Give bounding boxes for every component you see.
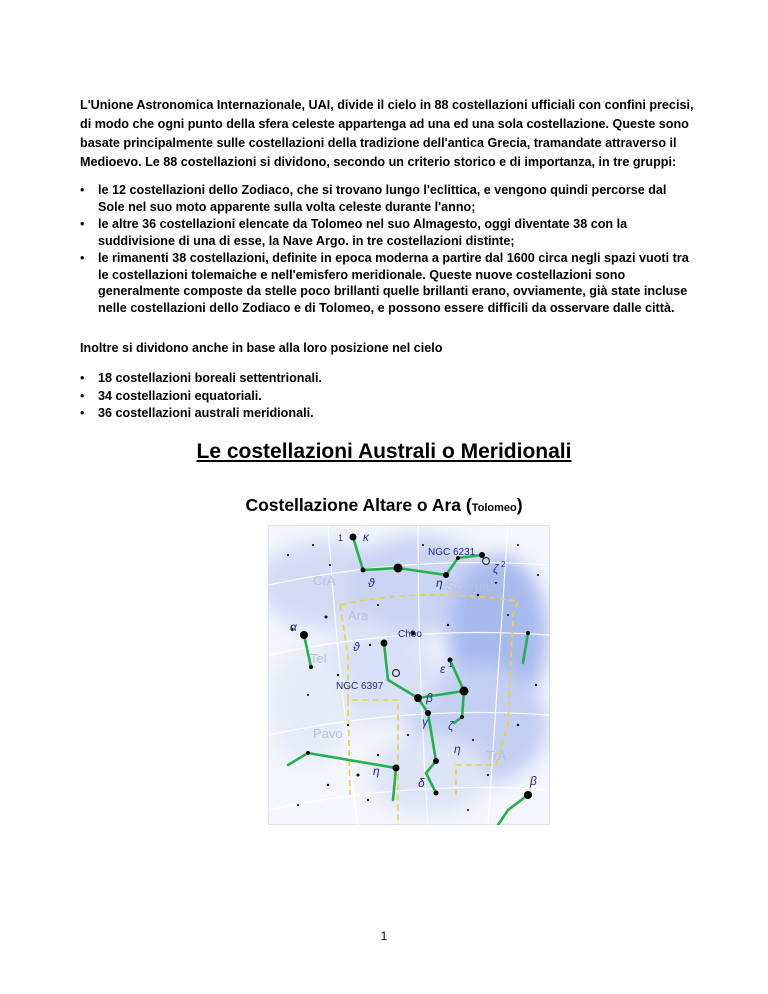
label-eps1: 1	[448, 660, 453, 669]
label-zeta: ζ	[448, 719, 454, 733]
label-kappa: κ	[363, 530, 369, 544]
list-item: • 36 costellazioni australi meridionali.	[80, 405, 695, 422]
label-two: 2	[501, 560, 506, 569]
label-beta-tra: β	[530, 774, 537, 788]
label-delta: δ	[418, 776, 425, 790]
label-alpha: α	[290, 620, 297, 634]
section-heading: Le costellazioni Australi o Meridionali	[196, 440, 572, 463]
label-eta-ara: η	[454, 742, 461, 756]
label-ngc6397: NGC 6397	[336, 681, 384, 692]
position-paragraph: Inoltre si dividono anche in base alla loro posizione nel cielo	[80, 341, 443, 355]
groups-list	[80, 182, 695, 317]
positions-list	[80, 370, 695, 423]
constellation-heading	[0, 495, 768, 516]
label-ngc6231: NGC 6231	[428, 547, 476, 558]
constellation-heading-source: Tolomeo	[471, 502, 517, 514]
label-choo: Choo	[398, 629, 422, 640]
intro-paragraph: L'Unione Astronomica Internazionale, UAI, divide il cielo in 88 costellazioni ufficiali con confini precisi, di modo che ogni punto della sfera celeste appartenga ad una ed una sola costellazione. Queste sono basate principalmente sulle costellazioni della tradizione dell'antica Grecia, tramandate attraverso il Medioevo. Le 88 costellazioni si dividono, secondo un criterio storico e di importanza, in tre gruppi:	[80, 98, 694, 169]
label-tel: Tel	[310, 651, 327, 666]
label-tra: TrA	[486, 748, 507, 763]
page-number: 1	[380, 929, 388, 943]
label-scorpius: Scorpius	[446, 578, 501, 594]
label-theta-sco: ϑ	[368, 576, 375, 590]
label-one: 1	[338, 533, 344, 543]
label-ara: Ara	[348, 608, 369, 623]
label-pavo: Pavo	[313, 726, 343, 741]
label-theta-ara: ϑ	[353, 640, 360, 654]
list-item: • 18 costellazioni boreali settentrionali.	[80, 370, 695, 387]
label-eta-sco: η	[436, 576, 443, 590]
list-item: • 34 costellazioni equatoriali.	[80, 388, 695, 405]
label-eta-pav: η	[373, 764, 380, 778]
list-item: • le 12 costellazioni dello Zodiaco, che si trovano lungo l'eclittica, e vengono quindi percorse dal Sole nel suo moto apparente sulla volta celeste durante l'anno;	[80, 182, 695, 215]
list-item: • le altre 36 costellazioni elencate da Tolomeo nel suo Almagesto, oggi diventate 38 con la suddivisione di una di esse, la Nave Argo. in tre costellazioni distinte;	[80, 216, 695, 249]
label-epsilon: ε	[440, 662, 446, 676]
label-cra: CrA	[313, 573, 336, 588]
list-item: • le rimanenti 38 costellazioni, definite in epoca moderna a partire dal 1600 circa negli spazi vuoti tra le costellazioni tolemaiche e nell'emisfero meridionale. Queste nuove costellazioni sono generalmente composte da stelle poco brillanti quelle brillanti erano, ovviamente, già state incluse nelle costellazioni dello Zodiaco e di Tolomeo, e possono essere difficili da osservare dalle città.	[80, 250, 695, 316]
label-zeta2: ζ	[493, 562, 499, 576]
label-gamma: γ	[422, 715, 428, 729]
constellation-heading-text: Costellazione Altare o Ara (	[245, 495, 472, 515]
label-beta: β	[426, 691, 433, 705]
constellation-heading-end: )	[516, 495, 523, 515]
ara-star-map	[268, 525, 550, 825]
